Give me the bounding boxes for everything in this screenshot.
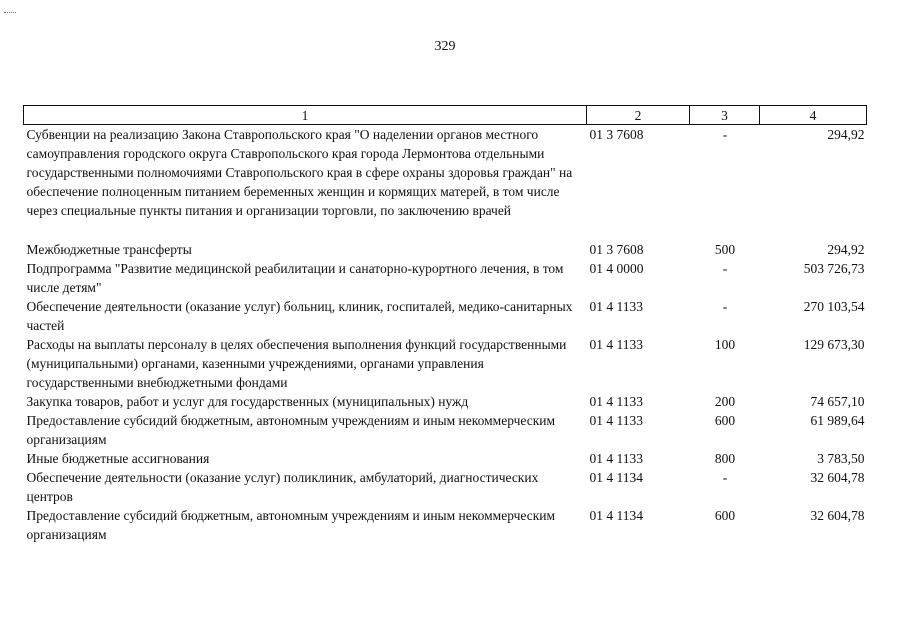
row-code: 01 3 7608 bbox=[589, 242, 644, 257]
table-row bbox=[24, 449, 867, 468]
row-code: 01 4 1133 bbox=[589, 337, 643, 352]
row-code: 01 4 1133 bbox=[589, 394, 643, 409]
table-header-row bbox=[24, 106, 867, 125]
row-type: 100 bbox=[714, 337, 736, 352]
row-type: - bbox=[722, 261, 728, 276]
row-code: 01 4 0000 bbox=[589, 261, 644, 276]
row-type: 600 bbox=[714, 508, 736, 523]
row-type: 200 bbox=[714, 394, 736, 409]
table-row bbox=[24, 125, 867, 221]
row-code: 01 4 1133 bbox=[589, 299, 643, 314]
row-amount: 61 989,64 bbox=[810, 413, 865, 428]
table-row bbox=[24, 392, 867, 411]
row-name: Межбюджетные трансферты bbox=[26, 242, 192, 257]
row-amount: 32 604,78 bbox=[810, 508, 865, 523]
row-amount: 74 657,10 bbox=[810, 394, 865, 409]
table-row bbox=[24, 411, 867, 449]
row-name: Закупка товаров, работ и услуг для государственных (муниципальных) нужд bbox=[26, 394, 469, 409]
column-header-type: 3 bbox=[690, 106, 760, 125]
row-name: Подпрограмма "Развитие медицинской реабилитации и санаторно-курортного лечения, в том числе детям" bbox=[26, 261, 564, 295]
column-header-amount: 4 bbox=[760, 106, 867, 125]
row-name: Обеспечение деятельности (оказание услуг) поликлиник, амбулаторий, диагностических центров bbox=[26, 470, 539, 504]
row-amount: 294,92 bbox=[827, 242, 865, 257]
row-type: 500 bbox=[714, 242, 736, 257]
row-type: - bbox=[722, 470, 728, 485]
row-type: - bbox=[722, 299, 728, 314]
row-name: Субвенции на реализацию Закона Ставропольского края "О наделении органов местного самоуправления городского округа Ставропольского края города Лермонтова отдельными государственными полномочиями Ставропольского края в сфере охраны здоровья граждан" на обеспечение полноценным питанием беременных женщин и кормящих матерей, в том числе через специальные пункты питания и организации торговли, по заключению врачей bbox=[26, 127, 573, 218]
row-name: Обеспечение деятельности (оказание услуг) больниц, клиник, госпиталей, медико-санитарных частей bbox=[26, 299, 573, 333]
row-amount: 294,92 bbox=[827, 127, 865, 142]
row-amount: 3 783,50 bbox=[817, 451, 865, 466]
row-code: 01 4 1134 bbox=[589, 508, 643, 523]
scan-artifact bbox=[4, 12, 16, 15]
row-name: Иные бюджетные ассигнования bbox=[26, 451, 210, 466]
table-row bbox=[24, 335, 867, 392]
column-header-name: 1 bbox=[24, 106, 587, 125]
row-name: Расходы на выплаты персоналу в целях обеспечения выполнения функций государственными (муниципальными) органами, казенными учреждениями, органами управления государственными внебюджетными фондами bbox=[26, 337, 567, 390]
row-amount: 503 726,73 bbox=[803, 261, 865, 276]
row-name: Предоставление субсидий бюджетным, автономным учреждениям и иным некоммерческим организациям bbox=[26, 413, 556, 447]
table-row bbox=[24, 468, 867, 506]
row-code: 01 4 1133 bbox=[589, 413, 643, 428]
row-code: 01 4 1134 bbox=[589, 470, 643, 485]
row-type: 600 bbox=[714, 413, 736, 428]
row-code: 01 3 7608 bbox=[589, 127, 644, 142]
table-row bbox=[24, 259, 867, 297]
page-number: 329 bbox=[434, 39, 456, 54]
budget-table bbox=[23, 105, 867, 544]
row-spacer bbox=[24, 220, 867, 240]
row-type: 800 bbox=[714, 451, 736, 466]
row-amount: 32 604,78 bbox=[810, 470, 865, 485]
row-amount: 129 673,30 bbox=[803, 337, 865, 352]
row-name: Предоставление субсидий бюджетным, автономным учреждениям и иным некоммерческим организациям bbox=[26, 508, 556, 542]
table-row bbox=[24, 240, 867, 259]
row-amount: 270 103,54 bbox=[803, 299, 865, 314]
column-header-code: 2 bbox=[587, 106, 690, 125]
row-code: 01 4 1133 bbox=[589, 451, 643, 466]
row-type: - bbox=[722, 127, 728, 142]
table-row bbox=[24, 297, 867, 335]
table-row bbox=[24, 506, 867, 544]
